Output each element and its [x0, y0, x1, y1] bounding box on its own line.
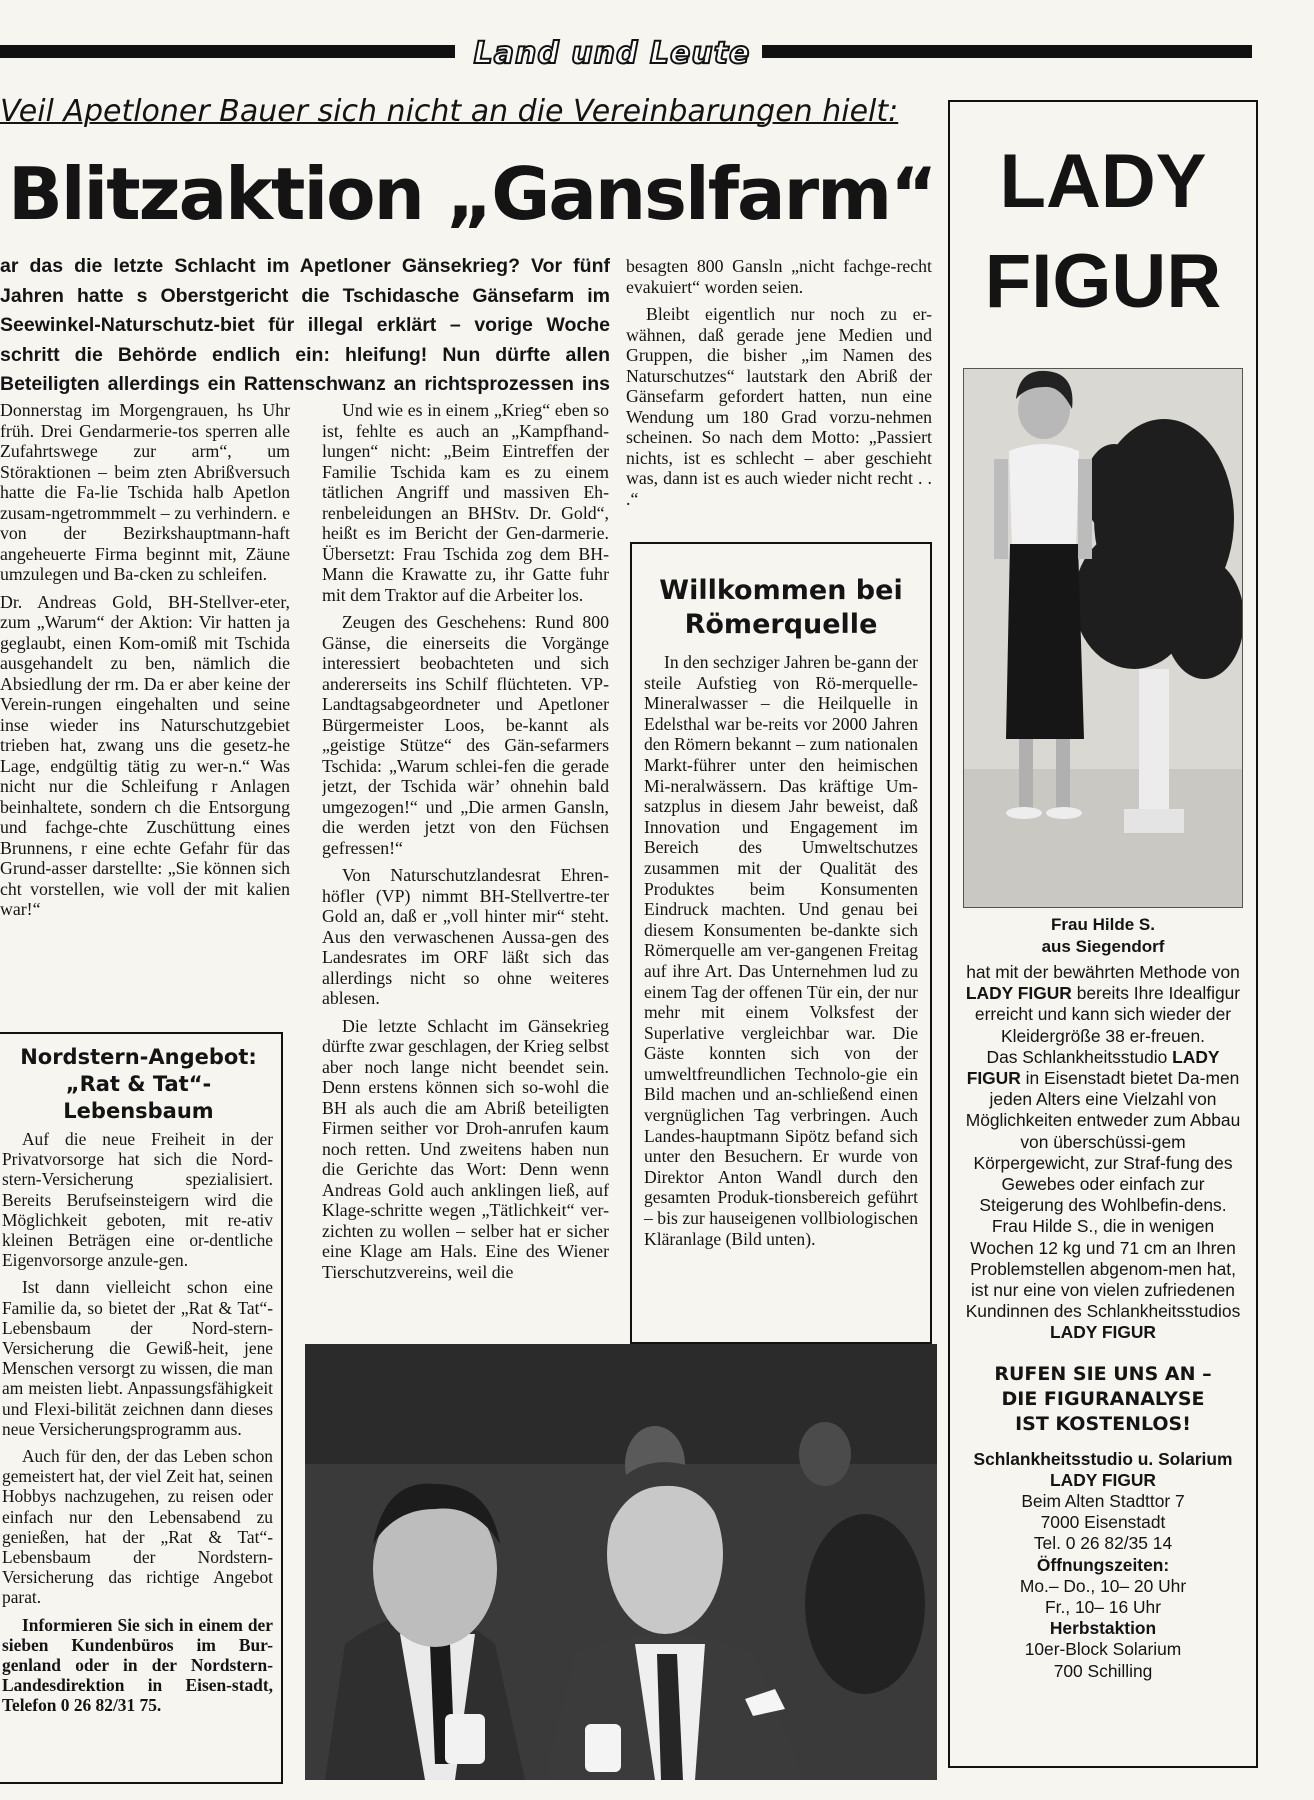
ad-phone: Tel. 0 26 82/35 14	[1033, 1533, 1173, 1554]
roemerquelle-box	[630, 542, 932, 1344]
article-column-3	[626, 256, 932, 528]
ad-address-line-2: 7000 Eisenstadt	[1040, 1512, 1166, 1533]
nordstern-text: Auf die neue Freiheit in der Privatvorsorge hat sich die Nord-stern-Versicherung spezialisiert. Bereits Berufseinsteigern wird die Möglichkeit geboten, mit re-ativ kleinen Beträgen eine or-dentliche Eigenvorsorge anzule-gen. Ist dann vielleicht schon eine Familie da, so bietet der „Rat & Tat“-Lebensbaum der Nord-stern-Versicherung die Gewiß-heit, jene Menschen versorgt zu wissen, die man am meisten liebt. Anpassungsfähigkeit und Flexi-bilität zeichnen dann dieses neue Versicherungsprogramm aus. Auch für den, der das Leben schon gemeistert hat, der viel Zeit hat, seinen Hobbys nachzugehen, zu reisen oder einfach nur den Lebensabend zu genießen, hat der „Rat & Tat“-Lebensbaum der Nordstern-Versicherung das richtige Angebot parat. Informieren Sie sich in einem der sieben Kundenbüros im Bur-genland oder in der Nordstern-Landesdirektion in Eisen-stadt, Telefon 0 26 82/31 75.	[2, 1129, 273, 1716]
ad-hours-1: Mo.– Do., 10– 20 Uhr	[1019, 1575, 1187, 1596]
section-label: Land und Leute	[473, 36, 751, 71]
nordstern-title: Nordstern-Angebot: „Rat & Tat“-Lebensbaum	[20, 1045, 257, 1123]
lady-figur-ad	[948, 100, 1258, 1768]
ad-promo-2: 700 Schilling	[1053, 1660, 1153, 1681]
col2-paragraph: Und wie es in einem „Krieg“ eben so ist, fehlte es auch an „Kampfhand-lungen“ nicht: „Beim Eintreffen der Familie Tschida kam es zu einem tätlichen Angriff und massiven Eh-renbeleidungen an BHStv. Dr. Gold“, heißt es im Bericht der Gen-darmerie. Übersetzt: Frau Tschida zog dem BH-Mann die Krawatte zu, ihr Gatte fuhr mit dem Traktor auf die Arbeiter los.	[322, 400, 609, 605]
ad-promo-title: Herbstaktion	[1049, 1618, 1157, 1639]
ad-photo-image	[964, 369, 1242, 907]
event-photo-image	[305, 1344, 937, 1780]
col2-paragraph: Die letzte Schlacht im Gänsekrieg dürfte zwar geschlagen, der Krieg selbst aber noch lange nicht beendet sein. Denn erstens können sich so-wohl die BH als auch die am Abriß beteiligten Firmen seither vor Droh-anrufen kaum noch retten. Und zweitens haben nun die Gerichte das Wort: Denn wenn Andreas Gold auch anklingen ließ, auf Klage-schritte wegen „Tätlichkeit“ ver-zichten zu wollen – selber hat er sicher eine Klage am Hals. Eine des Wiener Tierschutzvereins, weil die	[322, 1015, 609, 1282]
article-column-1	[0, 400, 290, 1012]
article-lead: ar das die letzte Schlacht im Apetloner Gänsekrieg? Vor fünf Jahren hatte s Oberstgericht die Tschidasche Gänsefarm im Seewinkel-Naturschutz-biet für illegal erklärt – vorige Woche schritt die Behörde endlich ein: hleifung! Nun dürfte allen Beteiligten allerdings ein Rattenschwanz an richtsprozessen ins	[0, 255, 610, 396]
ad-body	[950, 962, 1256, 1344]
col3-paragraph: besagten 800 Gansln „nicht fachge-recht evakuiert“ worden seien.	[626, 256, 932, 297]
ad-promo-1: 10er-Block Solarium	[1024, 1639, 1182, 1660]
ad-hours-2: Fr., 10– 16 Uhr	[1045, 1597, 1161, 1618]
ad-caption: Frau Hilde S. aus Siegendorf	[1041, 915, 1165, 956]
col1-paragraph: Donnerstag im Morgengrauen, hs Uhr früh. Drei Gendarmerie-tos sperren alle Zufahrtswege zur arm“, um Störaktionen – beim zten Abrißversuch hatte die Fa-lie Tschida halb Apetlon zusam-ngetrommmelt – zu verhindern. e von der Bezirkshauptmann-haft angeheuerte Firma beginnt mit, Zäune umzulegen und Ba-cken zu schleifen.	[0, 400, 290, 584]
article-kicker: Veil Apetloner Bauer sich nicht an die Vereinbarungen hielt:	[0, 94, 899, 129]
ad-brand-title: LADY FIGUR	[984, 139, 1222, 324]
ad-paragraph-3: Frau Hilde S., die in wenigen Wochen 12 kg und 71 cm an Ihren Problemstellen abgenom-men hat, ist nur eine von vielen zufriedenen Kundinnen des Schlankheitsstudios LADY FIGUR	[965, 1216, 1241, 1343]
article-column-2	[322, 400, 609, 1332]
header-rule-left	[0, 45, 455, 58]
event-photo	[305, 1344, 937, 1780]
header-rule-right	[762, 45, 1252, 58]
nordstern-box	[0, 1032, 283, 1784]
col2-paragraph: Von Naturschutzlandesrat Ehren-höfler (VP) nimmt BH-Stellvertre-ter Gold an, daß er „voll hinter mir“ steht. Aus den verwaschenen Aussa-gen des Landesrates im ORF läßt sich das allerdings nicht so ohne weiteres ablesen.	[322, 865, 609, 1008]
ad-paragraph-2: Das Schlankheitsstudio LADY FIGUR in Eisenstadt bietet Da-men jeden Alters eine Vielzahl von Möglichkeiten entweder zum Abbau von überschüssi-gem Körpergewicht, zur Straf-fung des Gewebes oder einfach zur Steigerung des Wohlbefin-dens.	[965, 1046, 1241, 1216]
roemerquelle-text: In den sechziger Jahren be-gann der steile Aufstieg von Rö-merquelle-Mineralwasser – die Heilquelle in Edelsthal war be-reits vor 2000 Jahren den Römern bekannt – zum nationalen Markt-führer unter den heimischen Mi-neralwässern. Das kräftige Um-satzplus in diesem Jahr beweist, daß Innovation und Engagement im Bereich des Umweltschutzes zusammen mit der Qualität des Produktes beim Konsumenten Eindruck machten. Und genau bei diesem Konsumenten be-dankte sich Römerquelle am ver-gangenen Freitag auf ihre Art. Das Unternehmen lud zu einem Tag der offenen Tür ein, der nur mehr mit einem Volksfest der Superlative vergleichbar war. Die Gäste konnten sich von der umweltfreundlichen Technolo-gie ein Bild machen und an-schließend einen vergnüglichen Tag verbringen. Auch Landes-hauptmann Sipötz befand sich unter den Besuchern. Er wurde von Direktor Anton Wandl durch den gesamten Produk-tionsbereich geführt – bis zur hauseigenen vollbiologischen Kläranlage (Bild unten).	[644, 652, 918, 1249]
col1-paragraph: Dr. Andreas Gold, BH-Stellver-eter, zum „Warum“ der Aktion: Vir hatten ja geglaubt, einen Kom-omiß mit Tschida ausgehandelt zu ben, nämlich die Absiedlung der rm. Da er aber keine der Verein-rungen eingehalten und seine inse wieder ins Naturschutzgebiet trieben hat, zwang uns die gesetz-he Lage, endgültig tätig zu wer-n.“ Was nicht nur die Schleifung r Anlagen beinhaltete, sondern ch die Entsorgung und fachge-chte Zuschüttung eines Brunnens, r eine echte Gefahr für das Grund-asser darstellte: „Sie können sich cht vorstellen, wie voll der mit kalien war!“	[0, 591, 290, 919]
ad-address-line-1: Beim Alten Stadttor 7	[1021, 1491, 1185, 1512]
ad-hours-title: Öffnungszeiten:	[1036, 1554, 1170, 1575]
col3-paragraph: Bleibt eigentlich nur noch zu er-wähnen, daß gerade jene Medien und Gruppen, die bisher „im Namen des Naturschutzes“ lautstark den Abriß der Gänsefarm gefordert hatten, nun eine Wendung um 180 Grad vorzu-nehmen scheinen. So nach dem Motto: „Passiert nichts, ist es schlecht – aber geschieht was, dann ist es auch wieder nicht recht . . .“	[626, 304, 932, 509]
ad-photo	[963, 368, 1243, 908]
article-headline: Blitzaktion „Ganslfarm“	[8, 152, 936, 236]
ad-contact: Schlankheitsstudio u. Solarium LADY FIGUR Beim Alten Stadttor 7 7000 Eisenstadt Tel. 0 26 82/35 14 Öffnungszeiten: Mo.– Do., 10– 20 Uhr Fr., 10– 16 Uhr Herbstaktion 10er-Block Solarium 700 Schilling	[950, 1449, 1256, 1682]
col2-paragraph: Zeugen des Geschehens: Rund 800 Gänse, die einerseits die Vorgänge interessiert beobachteten und sich andererseits ins Schilf flüchteten. VP-Landtagsabgeordneter und Apetloner Bürgermeister Loos, be-kannt als „geistige Stütze“ des Gän-sefarmers Tschida: „Warum schlei-fen die gerade jetzt, der Tschida wär’ ohnehin bald umgezogen!“ und „Die armen Gansln, die werden jetzt von den Füchsen gefressen!“	[322, 612, 609, 858]
roemerquelle-title: Willkommen bei Römerquelle	[659, 575, 903, 640]
ad-paragraph-1: hat mit der bewährten Methode von LADY FIGUR bereits Ihre Idealfigur erreicht und kann sich wieder der Kleidergröße 38 er-freuen.	[965, 962, 1241, 1046]
ad-call-to-action: RUFEN SIE UNS AN – DIE FIGURANALYSE IST KOSTENLOS!	[994, 1362, 1212, 1435]
